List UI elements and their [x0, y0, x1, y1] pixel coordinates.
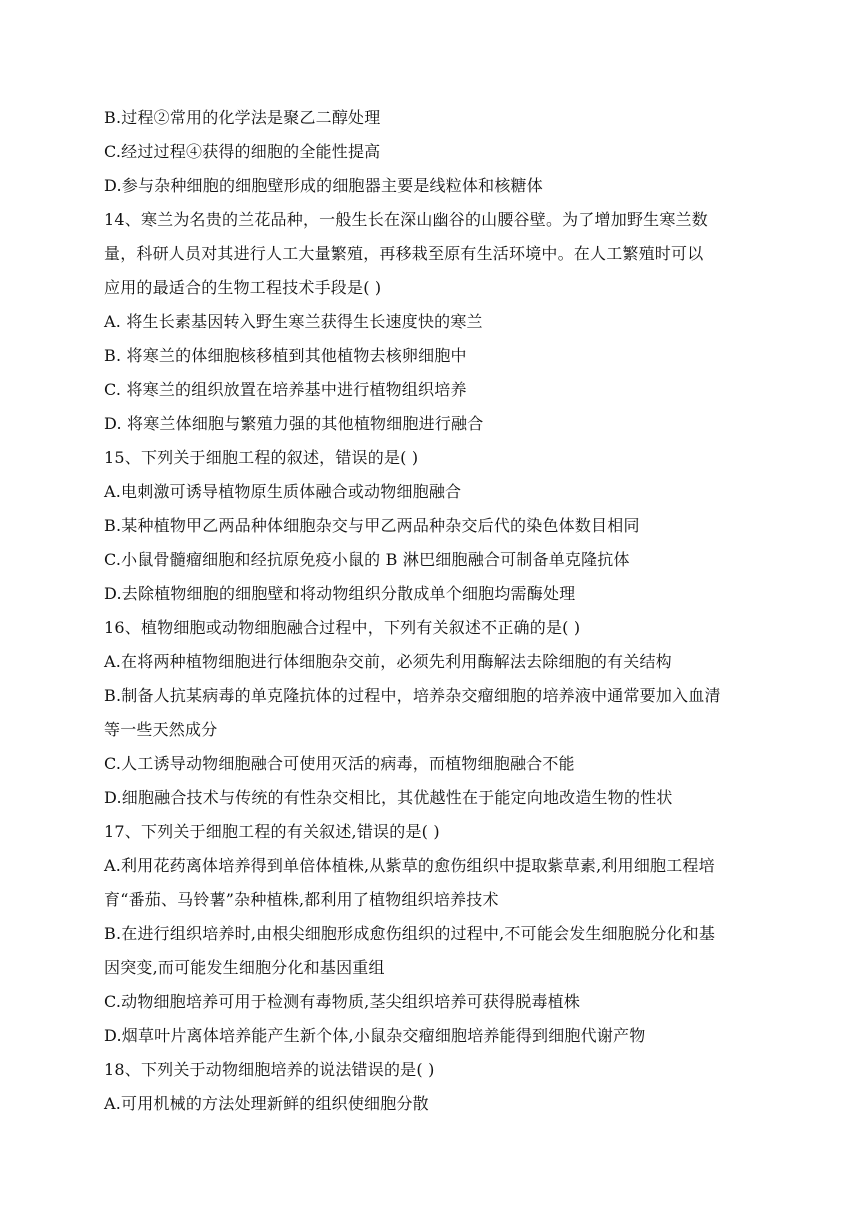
option-18a: A.可用机械的方法处理新鲜的组织使细胞分散: [104, 1094, 429, 1113]
option-13d: D.参与杂种细胞的细胞壁形成的细胞器主要是线粒体和核糖体: [104, 176, 543, 195]
option-14d: D. 将寒兰体细胞与繁殖力强的其他植物细胞进行融合: [104, 414, 484, 433]
question-18-stem: 18、下列关于动物细胞培养的说法错误的是( ): [104, 1060, 435, 1079]
question-14-stem-line-3: 应用的最适合的生物工程技术手段是( ): [104, 278, 382, 297]
option-14a: A. 将生长素基因转入野生寒兰获得生长速度快的寒兰: [104, 312, 483, 331]
option-16d: D.细胞融合技术与传统的有性杂交相比，其优越性在于能定向地改造生物的性状: [104, 788, 673, 807]
option-17b-line-2: 因突变,而可能发生细胞分化和基因重组: [104, 958, 385, 977]
question-16-stem: 16、植物细胞或动物细胞融合过程中，下列有关叙述不正确的是( ): [104, 618, 581, 637]
option-13b: B.过程②常用的化学法是聚乙二醇处理: [104, 108, 381, 127]
option-13c: C.经过过程④获得的细胞的全能性提高: [104, 142, 381, 161]
option-14c: C. 将寒兰的组织放置在培养基中进行植物组织培养: [104, 380, 467, 399]
option-15b: B.某种植物甲乙两品种体细胞杂交与甲乙两品种杂交后代的染色体数目相同: [104, 516, 640, 535]
question-17-stem: 17、下列关于细胞工程的有关叙述,错误的是( ): [104, 822, 440, 841]
option-15d: D.去除植物细胞的细胞壁和将动物组织分散成单个细胞均需酶处理: [104, 584, 576, 603]
option-17d: D.烟草叶片离体培养能产生新个体,小鼠杂交瘤细胞培养能得到细胞代谢产物: [104, 1026, 646, 1045]
question-text-block: [104, 101, 764, 1121]
option-17a-line-2: 育“番茄、马铃薯”杂种植株,都利用了植物组织培养技术: [104, 890, 499, 909]
option-14b: B. 将寒兰的体细胞核移植到其他植物去核卵细胞中: [104, 346, 467, 365]
option-15c: C.小鼠骨髓瘤细胞和经抗原免疫小鼠的 B 淋巴细胞融合可制备单克隆抗体: [104, 550, 630, 569]
question-14-stem-line-2: 量，科研人员对其进行人工大量繁殖，再移栽至原有生活环境中。在人工繁殖时可以: [104, 244, 704, 263]
option-16a: A.在将两种植物细胞进行体细胞杂交前，必须先利用酶解法去除细胞的有关结构: [104, 652, 672, 671]
question-15-stem: 15、下列关于细胞工程的叙述，错误的是( ): [104, 448, 419, 467]
option-17a-line-1: A.利用花药离体培养得到单倍体植株,从紫草的愈伤组织中提取紫草素,利用细胞工程培: [104, 856, 715, 875]
question-14-stem-line-1: 14、寒兰为名贵的兰花品种，一般生长在深山幽谷的山腰谷壁。为了增加野生寒兰数: [104, 210, 708, 229]
option-16b-line-1: B.制备人抗某病毒的单克隆抗体的过程中，培养杂交瘤细胞的培养液中通常要加入血清: [104, 686, 721, 705]
option-15a: A.电刺激可诱导植物原生质体融合或动物细胞融合: [104, 482, 462, 501]
option-16c: C.人工诱导动物细胞融合可使用灭活的病毒，而植物细胞融合不能: [104, 754, 575, 773]
option-16b-line-2: 等一些天然成分: [104, 720, 218, 739]
option-17b-line-1: B.在进行组织培养时,由根尖细胞形成愈伤组织的过程中,不可能会发生细胞脱分化和基: [104, 924, 716, 943]
option-17c: C.动物细胞培养可用于检测有毒物质,茎尖组织培养可获得脱毒植株: [104, 992, 581, 1011]
